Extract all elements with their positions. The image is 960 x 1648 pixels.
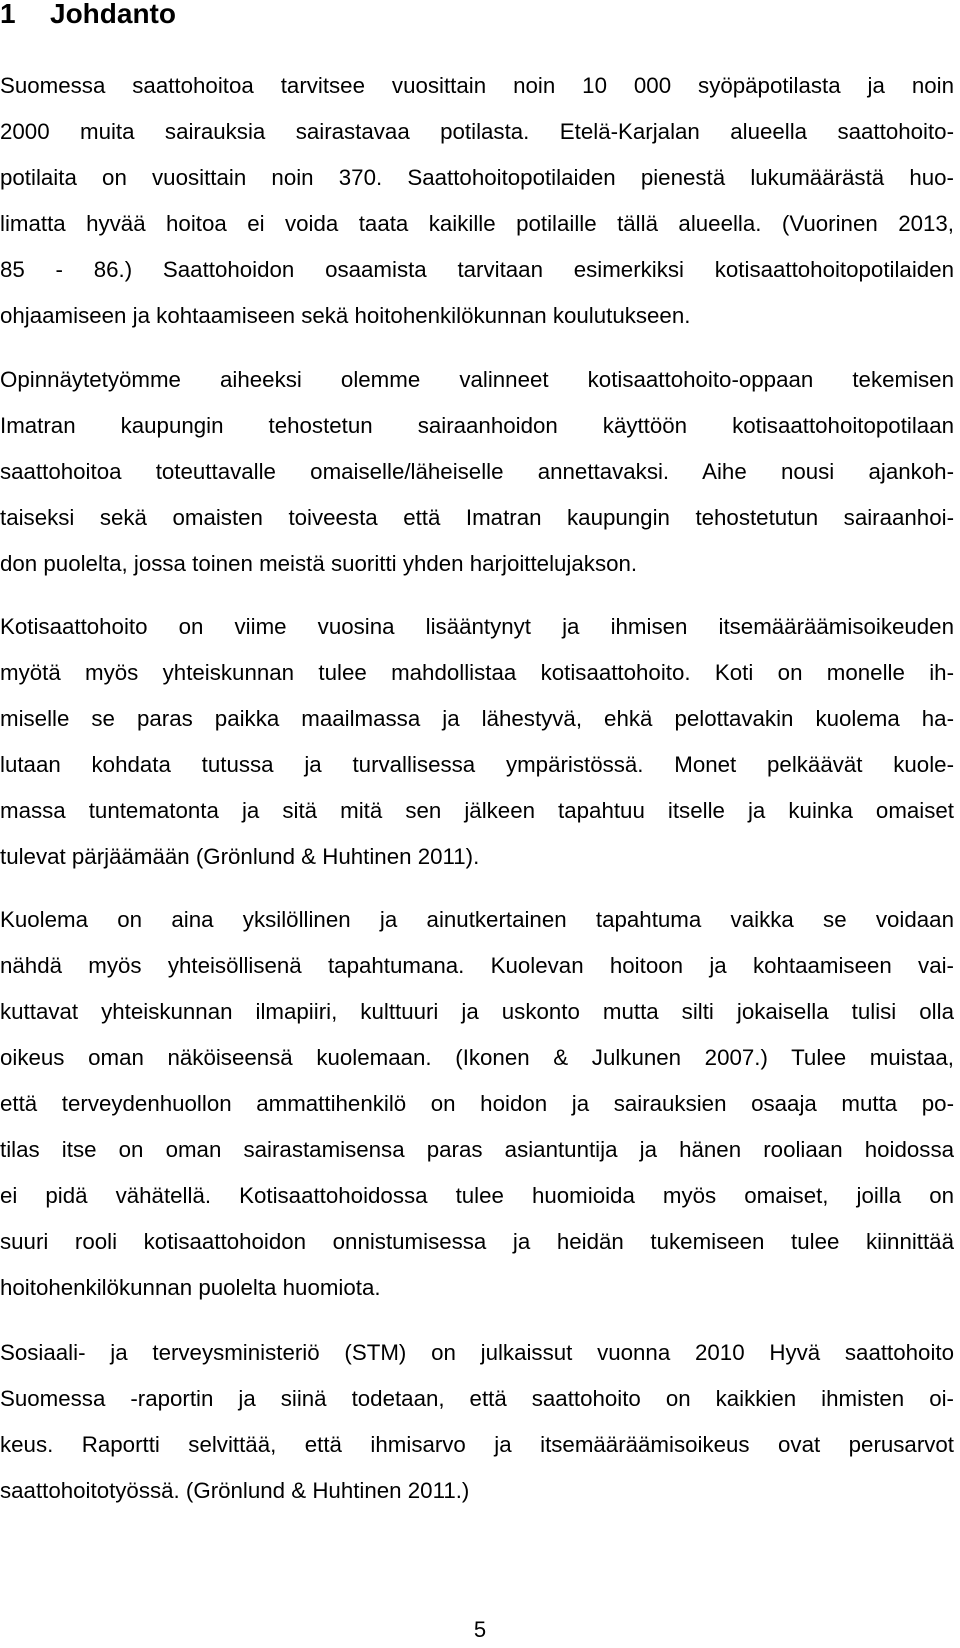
text-line: tilas itse on oman sairastamisensa paras asiantuntija ja hänen rooliaan hoidossa [0,1137,954,1162]
page-number: 5 [473,1617,487,1642]
text-line: suuri rooli kotisaattohoidon onnistumisessa ja heidän tukemiseen tulee kiinnittää [0,1229,954,1254]
text-line: ohjaamiseen ja kohtaamiseen sekä hoitohenkilökunnan koulutukseen. [0,303,691,328]
text-line: saattohoitoa toteuttavalle omaiselle/läheiselle annettavaksi. Aihe nousi ajankoh- [0,459,954,484]
text-line: Kotisaattohoito on viime vuosina lisääntynyt ja ihmisen itsemääräämisoikeuden [0,614,954,639]
chapter-number: 1 [0,0,16,29]
paragraph-3 [0,604,954,880]
paragraph-2 [0,357,954,587]
text-line: Imatran kaupungin tehostetun sairaanhoidon käyttöön kotisaattohoitopotilaan [0,413,954,438]
text-line: nähdä myös yhteisöllisenä tapahtumana. Kuolevan hoitoon ja kohtaamiseen vai- [0,953,954,978]
text-line: kuttavat yhteiskunnan ilmapiiri, kulttuuri ja uskonto mutta silti jokaisella tulisi olla [0,999,954,1024]
text-line: että terveydenhuollon ammattihenkilö on hoidon ja sairauksien osaaja mutta po- [0,1091,954,1116]
text-line: Kuolema on aina yksilöllinen ja ainutkertainen tapahtuma vaikka se voidaan [0,907,954,932]
text-line: keus. Raportti selvittää, että ihmisarvo ja itsemääräämisoikeus ovat perusarvot [0,1432,954,1457]
text-line: Suomessa saattohoitoa tarvitsee vuosittain noin 10 000 syöpäpotilasta ja noin [0,73,954,98]
text-line: massa tuntematonta ja sitä mitä sen jälkeen tapahtuu itselle ja kuinka omaiset [0,798,954,823]
text-line: potilaita on vuosittain noin 370. Saattohoitopotilaiden pienestä lukumäärästä huo- [0,165,954,190]
text-line: don puolelta, jossa toinen meistä suoritti yhden harjoittelujakson. [0,551,638,576]
text-line: taiseksi sekä omaisten toiveesta että Imatran kaupungin tehostetutun sairaanhoi- [0,505,954,530]
text-line: oikeus oman näköiseensä kuolemaan. (Ikonen & Julkunen 2007.) Tulee muistaa, [0,1045,954,1070]
text-line: 2000 muita sairauksia sairastavaa potilasta. Etelä-Karjalan alueella saattohoito- [0,119,954,144]
text-line: ei pidä vähätellä. Kotisaattohoidossa tulee huomioida myös omaiset, joilla on [0,1183,954,1208]
paragraph-4 [0,897,954,1311]
text-line: limatta hyvää hoitoa ei voida taata kaikille potilaille tällä alueella. (Vuorinen 2013, [0,211,954,236]
text-line: lutaan kohdata tutussa ja turvallisessa ympäristössä. Monet pelkäävät kuole- [0,752,954,777]
text-line: miselle se paras paikka maailmassa ja lähestyvä, ehkä pelottavakin kuolema ha- [0,706,954,731]
text-line: Sosiaali- ja terveysministeriö (STM) on julkaissut vuonna 2010 Hyvä saattohoito [0,1340,954,1365]
text-line: Opinnäytetyömme aiheeksi olemme valinneet kotisaattohoito-oppaan tekemisen [0,367,954,392]
paragraph-5 [0,1330,954,1514]
chapter-heading [0,0,176,28]
text-line: hoitohenkilökunnan puolelta huomiota. [0,1275,381,1300]
paragraph-1 [0,63,954,339]
text-line: myötä myös yhteiskunnan tulee mahdollistaa kotisaattohoito. Koti on monelle ih- [0,660,954,685]
text-line: Suomessa -raportin ja siinä todetaan, että saattohoito on kaikkien ihmisten oi- [0,1386,954,1411]
chapter-title: Johdanto [50,0,176,29]
text-line: 85 - 86.) Saattohoidon osaamista tarvitaan esimerkiksi kotisaattohoitopotilaiden [0,257,954,282]
text-line: tulevat pärjäämään (Grönlund & Huhtinen 2011). [0,844,480,869]
text-line: saattohoitotyössä. (Grönlund & Huhtinen 2011.) [0,1478,470,1503]
